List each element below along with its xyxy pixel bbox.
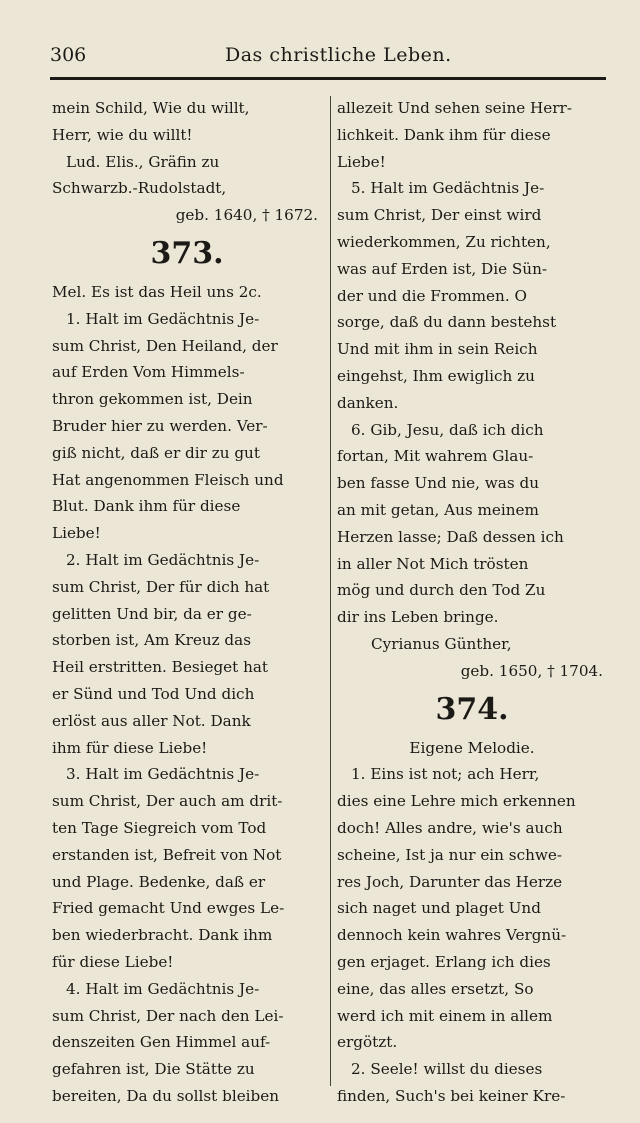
text-line: in aller Not Mich trösten bbox=[337, 554, 529, 573]
text-line: er Sünd und Tod Und dich bbox=[52, 684, 255, 703]
text-line: sum Christ, Der einst wird bbox=[337, 206, 542, 225]
text-line: bereiten, Da du sollst bleiben bbox=[52, 1086, 280, 1105]
text-line: werd ich mit einem in allem bbox=[337, 1006, 553, 1025]
text-line: 6. Gib, Jesu, daß ich dich bbox=[351, 420, 544, 439]
text-line: mög und durch den Tod Zu bbox=[337, 581, 546, 600]
hymn-number: 373. bbox=[150, 235, 224, 271]
text-line: sorge, daß du dann bestehst bbox=[337, 313, 557, 332]
text-line: für diese Liebe! bbox=[52, 952, 174, 971]
text-line: dies eine Lehre mich erkennen bbox=[337, 792, 576, 811]
text-line: 3. Halt im Gedächtnis Je- bbox=[66, 765, 260, 784]
text-line: gelitten Und bir, da er ge- bbox=[52, 604, 252, 623]
text-line: allezeit Und sehen seine Herr- bbox=[337, 99, 572, 117]
text-line: lichkeit. Dank ihm für diese bbox=[337, 125, 551, 144]
text-line: eine, das alles ersetzt, So bbox=[337, 979, 534, 998]
text-line: der und die Frommen. O bbox=[337, 286, 527, 305]
text-line: sum Christ, Den Heiland, der bbox=[52, 336, 278, 355]
text-line: Blut. Dank ihm für diese bbox=[52, 497, 241, 516]
text-line: gefahren ist, Die Stätte zu bbox=[52, 1060, 255, 1079]
column-divider bbox=[330, 96, 331, 1086]
verse-continuation bbox=[337, 95, 607, 175]
author-attribution bbox=[337, 631, 607, 685]
text-line: und Plage. Bedenke, daß er bbox=[52, 872, 266, 891]
text-line: Liebe! bbox=[337, 152, 386, 171]
text-line: wiederkommen, Zu richten, bbox=[337, 232, 551, 251]
text-line: Liebe! bbox=[52, 524, 101, 543]
text-line: dennoch kein wahres Vergnü- bbox=[337, 926, 567, 945]
text-line: danken. bbox=[337, 393, 399, 412]
text-line: sum Christ, Der nach den Lei- bbox=[52, 1006, 284, 1025]
verse-5 bbox=[337, 175, 607, 416]
text-line: Hat angenommen Fleisch und bbox=[52, 470, 284, 489]
author-attribution bbox=[52, 149, 322, 229]
text-line: 1. Halt im Gedächtnis Je- bbox=[66, 309, 260, 328]
text-line: Heil erstritten. Besieget hat bbox=[52, 658, 269, 677]
text-line: giß nicht, daß er dir zu gut bbox=[52, 443, 260, 462]
verse-2 bbox=[337, 1056, 607, 1110]
melody-line: Mel. Es ist das Heil uns 2c. bbox=[52, 282, 262, 301]
header-rule bbox=[50, 77, 606, 80]
text-line: ergötzt. bbox=[337, 1033, 398, 1052]
right-column bbox=[337, 95, 607, 1110]
hymn-number: 374. bbox=[435, 691, 509, 727]
text-line: gen erjaget. Erlang ich dies bbox=[337, 952, 551, 971]
running-title: Das christliche Leben. bbox=[225, 44, 452, 66]
melody-line: Eigene Melodie. bbox=[409, 738, 535, 757]
text-line: dir ins Leben bringe. bbox=[337, 608, 499, 627]
text-line: denszeiten Gen Himmel auf- bbox=[52, 1033, 271, 1052]
text-line: 2. Halt im Gedächtnis Je- bbox=[66, 550, 260, 569]
text-line: ben fasse Und nie, was du bbox=[337, 474, 539, 493]
text-line: Und mit ihm in sein Reich bbox=[337, 340, 538, 359]
author-dates: geb. 1640, † 1672. bbox=[175, 206, 318, 225]
text-line: finden, Such's bei keiner Kre- bbox=[337, 1086, 566, 1105]
verse-4 bbox=[52, 976, 322, 1110]
page-header bbox=[50, 44, 610, 76]
text-line: Bruder hier zu werden. Ver- bbox=[52, 416, 268, 435]
text-line: sum Christ, Der für dich hat bbox=[52, 577, 270, 596]
text-line: thron gekommen ist, Dein bbox=[52, 390, 253, 409]
text-line: Herr, wie du willt! bbox=[52, 125, 193, 144]
text-line: 1. Eins ist not; ach Herr, bbox=[351, 765, 540, 784]
text-line: 5. Halt im Gedächtnis Je- bbox=[351, 179, 545, 198]
text-line: sich naget und plaget Und bbox=[337, 899, 541, 918]
text-line: scheine, Ist ja nur ein schwe- bbox=[337, 845, 562, 864]
text-line: doch! Alles andre, wie's auch bbox=[337, 818, 563, 837]
verse-2 bbox=[52, 547, 322, 761]
text-line: Fried gemacht Und ewges Le- bbox=[52, 899, 285, 918]
left-column bbox=[52, 95, 322, 1110]
text-line: Herzen lasse; Daß dessen ich bbox=[337, 527, 564, 546]
text-line: fortan, Mit wahrem Glau- bbox=[337, 447, 534, 466]
author-name: Lud. Elis., Gräfin zu bbox=[66, 152, 220, 171]
verse-1 bbox=[337, 761, 607, 1056]
text-line: auf Erden Vom Himmels- bbox=[52, 363, 245, 382]
text-line: mein Schild, Wie du willt, bbox=[52, 99, 250, 117]
verse-6 bbox=[337, 417, 607, 631]
text-line: storben ist, Am Kreuz das bbox=[52, 631, 252, 650]
text-line: 4. Halt im Gedächtnis Je- bbox=[66, 979, 260, 998]
verse-3 bbox=[52, 761, 322, 975]
text-line: erstanden ist, Befreit von Not bbox=[52, 845, 282, 864]
text-line: ten Tage Siegreich vom Tod bbox=[52, 818, 267, 837]
text-line: ihm für diese Liebe! bbox=[52, 738, 208, 757]
author-dates: geb. 1650, † 1704. bbox=[460, 661, 603, 680]
verse-1 bbox=[52, 306, 322, 547]
text-line: ben wiederbracht. Dank ihm bbox=[52, 926, 273, 945]
author-name: Cyrianus Günther, bbox=[371, 634, 512, 653]
text-line: was auf Erden ist, Die Sün- bbox=[337, 259, 547, 278]
page-number: 306 bbox=[50, 44, 87, 66]
author-place: Schwarzb.-Rudolstadt, bbox=[52, 179, 227, 198]
text-line: 2. Seele! willst du dieses bbox=[351, 1060, 543, 1079]
text-line: res Joch, Darunter das Herze bbox=[337, 872, 563, 891]
text-line: sum Christ, Der auch am drit- bbox=[52, 792, 283, 811]
text-line: erlöst aus aller Not. Dank bbox=[52, 711, 251, 730]
text-line: an mit getan, Aus meinem bbox=[337, 500, 539, 519]
text-line: eingehst, Ihm ewiglich zu bbox=[337, 366, 535, 385]
verse-continuation bbox=[52, 95, 322, 149]
